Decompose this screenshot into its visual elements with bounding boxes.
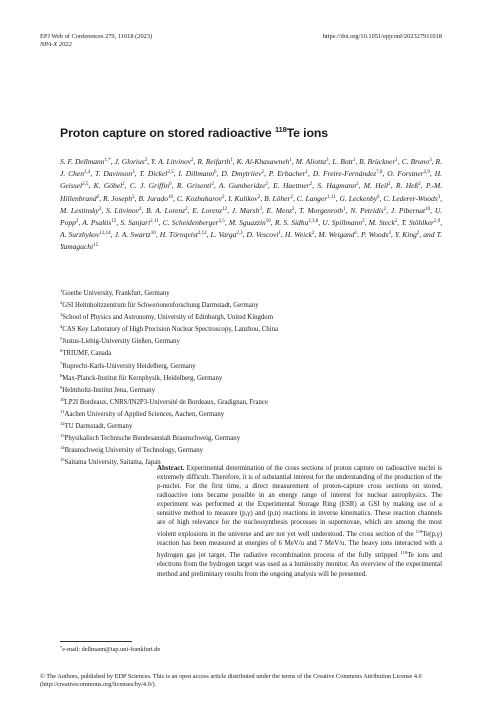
affiliation (60, 407, 442, 419)
author-name: T. Yamaguchi (60, 230, 443, 252)
footnote-email[interactable]: e-mail: dellmann@iap.uni-frankfurt.de (62, 646, 161, 653)
author-name: P. Erbacher (268, 169, 306, 179)
title-element: Te ions (286, 126, 329, 140)
author-list: S. F. Dellmann$^{1,*}$, J. Glorius$^2$, Y. A. Litvinov$^2$, R. Reifarth$^1$, K. Al-Khasawneh$^1$, M. Aliotta$^3$, L. Bott$^1$, B. Brückner$^1$, C. Bruno$^3$, R. J. Chen$^{2,4}$, T. Davinson$^3$, T. Dickel$^{2,5}$, I. Dillmann$^6$, D. Dmytriiev$^2$, P. Erbacher$^1$, D. Freire-Fernández$^{7,8}$, O. Forstner$^{2,9}$, H. Geissel$^{2,5}$, K. Göbel$^2$, C. J. Griffin$^6$, R. Grisenti$^2$, A. Gumberidze$^2$, E. Haettner$^2$, S. Hagmann$^2$, M. Heil$^2$, R. Heß$^2$, P.-M. Hillenbrand$^2$, R. Joseph$^2$, B. Jurado$^{10}$, C. Kozhuharov$^2$, I. Kulikov$^2$, B. Löher$^2$, C. Langer$^{1,11}$, G. Leckenby$^6$, C. Lederer-Woods$^3$, M. Lestinsky$^2$, S. Litvinov$^2$, B. A. Lorenz$^2$, E. Lorenz$^{12}$, J. Marsh$^3$, E. Menz$^2$, T. Morgenroth$^1$, N. Petridis$^2$, J. Pibernat$^{10}$, U. Popp$^2$, A. Psaltis$^{12}$, S. Sanjari$^{2,11}$, C. Scheidenberger$^{2,5}$, M. Sguazzin$^{10}$, R. S. Sidhu$^{2,3,8}$, U. Spillmann$^2$, M. Steck$^2$, T. Stöhlker$^{2,9}$, A. Surzhykov$^{13,14}$, J. A. Swartz$^{10}$, H. Törnqvist$^{2,12}$, L. Varga$^{2,3}$, D. Vescovi$^1$, H. Weick$^2$, M. Weigand$^1$, P. Woods$^3$, Y. King$^2$, and T. Yamaguchi$^{15}$ (60, 157, 443, 252)
author (146, 206, 187, 215)
affiliation-text: Goethe University, Frankfurt, Germany (62, 290, 170, 297)
author-name: D. Freire-Fernández (312, 169, 377, 179)
author (273, 181, 312, 190)
author-name: Y. A. Litvinov (150, 157, 192, 166)
author-affiliation-ref: 15 (93, 243, 99, 249)
author-affiliation-ref: 1,* (104, 158, 111, 163)
author-affiliation-ref: 1 (352, 158, 356, 163)
author (264, 194, 293, 203)
author (221, 169, 264, 178)
author-name: I. Dillmann (178, 169, 215, 179)
author-name: R. Heß (395, 181, 419, 191)
author-affiliation-ref: 6 (169, 182, 172, 188)
affiliation (60, 443, 442, 455)
abstract-text-3: Te ions and electrons from the hydrogen target was used as a luminosity monitor. An overview of the experimental method and preliminary results from the ongoing analysis will be presented. (157, 552, 442, 578)
author-affiliation-ref: 2 (362, 219, 365, 225)
author (106, 206, 142, 215)
author (192, 206, 227, 215)
author-affiliation-ref: 2,9 (433, 219, 441, 225)
author (391, 206, 430, 215)
affiliation-number: 13 (60, 433, 65, 439)
author (60, 157, 111, 166)
author-name: M. Sguazzin (228, 218, 266, 228)
author-affiliation-ref: 2,3 (236, 231, 243, 237)
author-name: U. Popp (60, 205, 443, 228)
affiliation (60, 322, 442, 334)
author-name: D. Dmytriiev (221, 169, 262, 179)
author-name: T. Davinson (94, 169, 133, 179)
affiliation-number: 8 (60, 372, 63, 378)
author-affiliation-ref: 1 (305, 170, 309, 176)
affiliation-text: Justus-Liebig-University Gießen, Germany (62, 338, 180, 346)
affiliation-text: School of Physics and Astronomy, University of Edinburgh, United Kingdom (62, 314, 273, 322)
author-affiliation-ref: 2 (394, 219, 398, 225)
author-name: S. F. Dellmann (60, 157, 105, 166)
author-name: J. Glorius (114, 157, 145, 166)
author-name: K. Göbel (93, 181, 123, 191)
author-affiliation-ref: 2,12 (197, 231, 207, 237)
author-affiliation-ref: 10 (150, 231, 156, 237)
author (402, 157, 432, 166)
affiliation-text: TU Darmstadt, Germany (64, 423, 133, 431)
author-affiliation-ref: 2 (257, 194, 261, 200)
author-affiliation-ref: 2 (290, 194, 293, 200)
affiliation-text: Saitama University, Saitama, Japan (64, 459, 161, 467)
author (269, 169, 308, 178)
author-affiliation-ref: 2,4 (83, 170, 91, 176)
author (369, 218, 398, 227)
author (82, 218, 116, 227)
journal-citation: EPJ Web of Conferences 279, 11018 (2023) (40, 33, 153, 40)
author-name: R. Joseph (102, 193, 133, 203)
author (267, 206, 295, 215)
author-name: T. Morgenroth (299, 205, 344, 215)
author-affiliation-ref: 2,5 (167, 170, 174, 176)
affiliation-number: 1 (60, 288, 63, 293)
author-affiliation-ref: 2,5 (218, 219, 225, 225)
author (229, 218, 271, 227)
affiliation (60, 298, 442, 310)
paper-title (60, 125, 440, 140)
author-name: S. Sanjari (120, 218, 151, 228)
author-affiliation-ref: 2 (383, 206, 387, 212)
author-affiliation-ref: 12 (111, 219, 117, 225)
running-header (40, 33, 152, 49)
author-affiliation-ref: 2,5 (82, 182, 89, 188)
affiliation (60, 371, 442, 383)
author (115, 157, 148, 166)
author-affiliation-ref: 2 (96, 194, 100, 200)
author (318, 230, 357, 239)
author-name: R. S. Sidhu (274, 218, 309, 228)
author (350, 206, 386, 215)
affiliation-number: 15 (60, 457, 65, 463)
author (177, 181, 214, 190)
author-name: M. Lestinsky (60, 205, 99, 215)
author (232, 206, 262, 215)
author (361, 230, 391, 239)
affiliation (60, 346, 442, 358)
author-affiliation-ref: 1 (289, 158, 292, 163)
author (138, 194, 173, 203)
author-affiliation-ref: 3 (437, 194, 441, 200)
author (299, 206, 345, 215)
author-affiliation-ref: 2 (355, 182, 359, 188)
author (211, 230, 243, 239)
affiliation-number: 6 (60, 348, 63, 354)
author (94, 181, 125, 190)
affiliation-number: 4 (60, 324, 63, 330)
author-affiliation-ref: 13,14 (99, 231, 111, 237)
author-affiliation-ref: 2,11 (150, 219, 159, 225)
author-name: M. Aliotta (295, 157, 327, 166)
affiliation (60, 286, 442, 298)
affiliation (60, 395, 442, 407)
author (396, 181, 421, 190)
author-affiliation-ref: 2 (191, 158, 194, 163)
affiliation-number: 11 (60, 408, 65, 414)
author-affiliation-ref: 2 (292, 206, 295, 212)
author-affiliation-ref: 6 (377, 194, 380, 200)
author-affiliation-ref: 10 (265, 219, 271, 225)
affiliation-number: 5 (60, 336, 63, 342)
author-affiliation-ref: 2 (98, 206, 102, 212)
author-name: L. Varga (210, 230, 237, 240)
author-affiliation-ref: 2 (185, 206, 188, 212)
author-affiliation-ref: 10 (168, 194, 174, 200)
author-affiliation-ref: 1,11 (327, 194, 336, 200)
author-name: R. Reifarth (197, 157, 231, 166)
author (178, 169, 216, 178)
author-affiliation-ref: 2 (309, 182, 313, 188)
author-affiliation-ref: 2 (144, 158, 148, 163)
affiliation-text: Aachen University of Applied Sciences, Aachen, Germany (64, 410, 225, 418)
footnote (60, 645, 160, 653)
author-name: R. Grisenti (176, 181, 212, 191)
author (139, 169, 173, 178)
author-name: C. Lederer-Woods (383, 193, 438, 203)
author-name: B. Jurado (138, 193, 169, 203)
author (317, 181, 358, 190)
affiliation-text: GSI Helmholtzzentrum für Schwerionenforschung Darmstadt, Germany (62, 302, 259, 310)
author-affiliation-ref: 3 (388, 231, 391, 237)
author-name: D. Vescovi (246, 230, 279, 240)
affiliation (60, 419, 442, 431)
author-affiliation-ref: 2 (139, 206, 142, 212)
author-affiliation-ref: 3 (429, 158, 432, 163)
affiliation (60, 383, 442, 395)
author-name: B. A. Lorenz (146, 205, 186, 215)
author-affiliation-ref: 2 (132, 194, 135, 200)
author-name: P. Woods (361, 230, 389, 240)
affiliation-number: 2 (60, 300, 63, 306)
author-affiliation-ref: 2 (265, 182, 268, 188)
author-affiliation-ref: 2,3,8 (308, 219, 319, 225)
author-affiliation-ref: 2 (75, 219, 79, 225)
author-affiliation-ref: 3 (259, 206, 262, 212)
author (383, 194, 440, 203)
author-name: R. J. Chen (60, 157, 442, 179)
author-affiliation-ref: 2 (416, 231, 420, 237)
author (395, 230, 420, 239)
abstract-text-1: Experimental determination of the cross sections of proton capture on radioactive nuclei is extremely difficult. Therefore, it is of substantial interest for the understanding of the production of the p-nuclei. For the first time, a direct measurement of proton-capture cross sections on stored, radioactive ions became possible in an energy range of interest for nuclear astrophysics. The experiment was performed at the Experimental Storage Ring (ESR) at GSI by making use of a sensitive method to measure (p,γ) and (p,n) reactions in inverse kinematics. These reaction channels are of high relevance for the nucleosynthesis processes in supernovae, which are among the most violent explosions in the universe and are not yet well understood. The cross section of the (157, 465, 442, 539)
author-name: H. Törnqvist (159, 230, 198, 240)
author-name: M. Heil (363, 181, 389, 191)
author (275, 218, 318, 227)
author-name: B. Löher (264, 193, 291, 203)
affiliation-number: 10 (60, 396, 65, 402)
author-name: E. Haettner (273, 181, 310, 191)
author-affiliation-ref: 2,9 (423, 170, 430, 176)
author-affiliation-ref: 7,8 (376, 170, 383, 176)
author-name: T. Dickel (139, 169, 168, 179)
author-name: A. Psaltis (82, 218, 112, 228)
abstract-text-2: Te(p,γ) reaction has been measured at energies of 6 MeV/u and 7 MeV/u. The heavy ions interacted with a hydrogen gas jet target. The radiative recombination process of the fully stripped (157, 531, 442, 560)
author-name: S. Hagmann (317, 181, 356, 191)
title-mass-number: 118 (274, 125, 287, 134)
author (95, 169, 135, 178)
author-name: C. Kozhuharov (176, 193, 222, 203)
author-name: E. Lorenz (192, 205, 223, 215)
author (387, 169, 430, 178)
affiliation-number: 3 (60, 312, 63, 318)
author (151, 157, 194, 166)
conference-name: NPA-X 2022 (40, 41, 72, 48)
affiliation-number: 9 (60, 384, 63, 390)
author-affiliation-ref: 2 (418, 182, 421, 188)
affiliation (60, 359, 442, 371)
author-affiliation-ref: 6 (214, 170, 217, 176)
author-affiliation-ref: 3 (326, 158, 329, 163)
affiliation-list (60, 286, 442, 467)
author-affiliation-ref: 2 (221, 194, 225, 200)
abstract (157, 464, 442, 579)
author (340, 194, 380, 203)
abstract-sup-1: 118 (415, 529, 423, 535)
author-affiliation-ref: 1 (343, 206, 346, 212)
author-affiliation-ref: 3 (132, 170, 135, 176)
author-name: J. Pibernat (390, 205, 426, 215)
affiliation-text: TRIUMF, Canada (62, 350, 112, 358)
affiliation-number: 14 (60, 445, 65, 451)
author-name: M. Steck (368, 218, 395, 228)
author-name: I. Kulikov (228, 193, 258, 203)
author-name: C. Scheidenberger (162, 218, 219, 228)
author (219, 181, 268, 190)
author-name: E. Menz (266, 205, 292, 215)
author-name: C. Langer (296, 193, 328, 203)
author (60, 206, 101, 215)
author-name: C. Bruno (401, 157, 430, 166)
affiliation-number: 12 (60, 421, 65, 427)
abstract-label: Abstract. (157, 465, 185, 472)
author (160, 230, 207, 239)
footnote-divider (60, 641, 132, 642)
affiliation-text: Braunschweig University of Technology, Germany (64, 447, 204, 455)
author-name: P.-M. Hillenbrand (60, 181, 443, 203)
author-name: B. Brückner (359, 157, 396, 166)
author-name: T. Stöhlker (401, 218, 434, 228)
author-name: G. Leckenby (339, 193, 378, 203)
author (120, 218, 158, 227)
author (401, 218, 440, 227)
author-affiliation-ref: 1 (395, 158, 398, 163)
author (115, 230, 156, 239)
author-affiliation-ref: 2 (211, 182, 214, 188)
author-affiliation-ref: 2 (388, 182, 391, 188)
author (322, 218, 364, 227)
author-name: K. Al-Khasawneh (236, 157, 290, 166)
footnote-marker: * (60, 645, 63, 650)
affiliation (60, 431, 442, 443)
author (60, 230, 111, 239)
author-name: J. A. Swartz (114, 230, 151, 240)
author-name: N. Petridis (350, 205, 384, 215)
license-notice: © The Authors, published by EDP Sciences. This is an open access article distributed under the terms of the Creative Commons Attribution License 4.0 (http://creativecommons.org/licenses/by/4.0/). (40, 673, 422, 689)
author (103, 194, 135, 203)
author-affiliation-ref: 1 (354, 231, 358, 237)
author (297, 194, 336, 203)
author (130, 181, 172, 190)
affiliation-text: LP2I Bordeaux, CNRS/IN2P3-Université de Bordeaux, Gradignan, France (64, 398, 268, 406)
author (296, 157, 329, 166)
author-affiliation-ref: 1 (278, 231, 281, 237)
author-name: U. Spillmann (322, 218, 363, 228)
author-name: O. Forstner (387, 169, 424, 179)
author-name: H. Geissel (60, 169, 442, 191)
affiliation-text: CAS Key Laboratory of High Precision Nuclear Spectroscopy, Lanzhou, China (62, 326, 278, 334)
author (364, 181, 391, 190)
author (177, 194, 225, 203)
author (247, 230, 281, 239)
author-name: Y. King (394, 230, 417, 240)
author-affiliation-ref: 12 (222, 206, 228, 212)
affiliation-text: Physikalisch Technische Bundesanstalt Braunschweig, Germany (64, 435, 241, 443)
author-affiliation-ref: 10 (425, 206, 431, 212)
author (228, 194, 260, 203)
affiliation-number: 7 (60, 360, 63, 366)
author-name: A. Surzhykov (60, 230, 100, 240)
author-affiliation-ref: 2 (311, 231, 315, 237)
author (285, 230, 315, 239)
affiliation-text: Helmholtz-Institut Jena, Germany (62, 386, 155, 394)
author (197, 157, 232, 166)
affiliation-text: Max-Planck-Institut für Kernphysik, Heidelberg, Germany (62, 374, 223, 382)
author-name: A. Gumberidze (218, 181, 266, 191)
author-name: J. Marsh (231, 205, 260, 215)
author-name: L. Bott (332, 157, 353, 166)
author-affiliation-ref: 2 (261, 170, 265, 176)
author-affiliation-ref: 1 (230, 158, 233, 163)
author-name: C. J. Griffin (129, 181, 170, 191)
title-text: Proton capture on stored radioactive (60, 126, 275, 140)
author (163, 218, 225, 227)
affiliation (60, 334, 442, 346)
affiliation (60, 310, 442, 322)
author-affiliation-ref: 2 (122, 182, 125, 188)
author-name: M. Weigand (318, 230, 355, 240)
author (313, 169, 383, 178)
author-name: H. Weick (284, 230, 312, 240)
doi-link[interactable]: https://doi.org/10.1051/epjconf/202327911018 (322, 33, 442, 40)
author (237, 157, 292, 166)
author (359, 157, 398, 166)
author-name: S. Litvinov (106, 205, 139, 215)
abstract-sup-2: 118 (400, 550, 408, 556)
affiliation-text: Ruprecht-Karls-University Heidelberg, Germany (62, 362, 196, 370)
author (332, 157, 355, 166)
